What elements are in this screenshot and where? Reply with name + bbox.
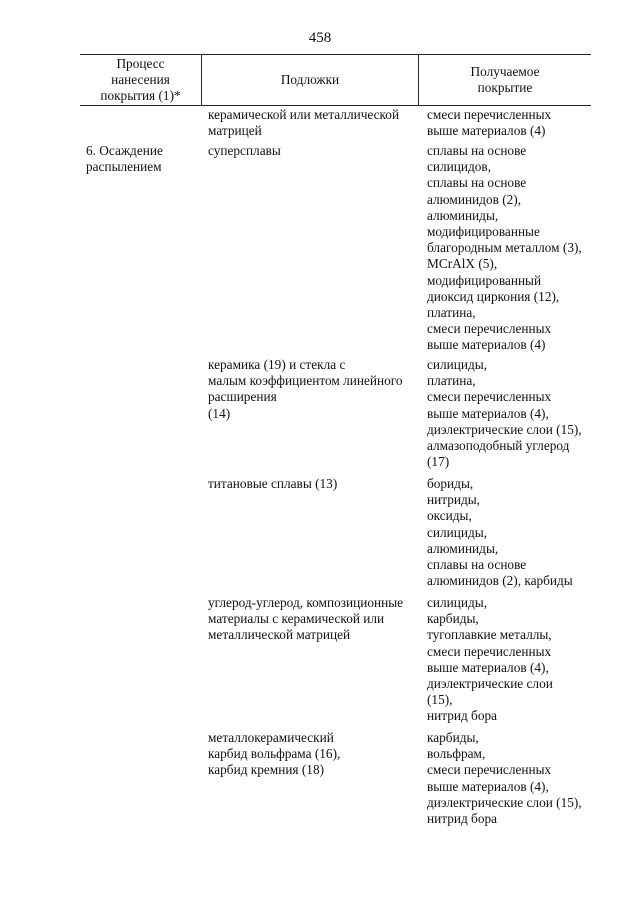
table-header [80, 54, 591, 106]
continuation-coating: смеси перечисленных выше материалов (4) [427, 107, 552, 139]
row-coating: бориды, нитриды, оксиды, силициды, алюминиды, сплавы на основе алюминидов (2), карбиды [427, 476, 573, 589]
continuation-substrate: керамической или металлической матрицей [208, 107, 400, 139]
row-substrate: металлокерамический карбид вольфрама (16), карбид кремния (18) [208, 730, 341, 778]
row-substrate: суперсплавы [208, 143, 281, 158]
process-name: 6. Осаждение распылением [86, 143, 163, 175]
row-substrate: углерод-углерод, композиционные материалы с керамической или металлической матрицей [208, 595, 404, 643]
row-coating: карбиды, вольфрам, смеси перечисленных выше материалов (4), диэлектрические слои (15), нитрид бора [427, 730, 582, 827]
row-coating: силициды, платина, смеси перечисленных выше материалов (4), диэлектрические слои (15), алмазоподобный углерод (17) [427, 357, 582, 470]
row-substrate: керамика (19) и стекла с малым коэффициентом линейного расширения (14) [208, 357, 403, 421]
row-substrate: титановые сплавы (13) [208, 476, 338, 491]
header-process: Процесс нанесения покрытия (1)* [100, 55, 181, 104]
header-coating: Получаемое покрытие [470, 63, 540, 95]
page-number: 458 [308, 30, 332, 46]
row-coating: сплавы на основе силицидов, сплавы на основе алюминидов (2), алюминиды, модифицированные благородным металлом (3), MCrAlX (5), модифицированный диоксид циркония (12), платина, смеси перечисленных выше материалов (4) [427, 143, 582, 353]
header-substrates: Подложки [280, 71, 340, 87]
row-coating: силициды, карбиды, тугоплавкие металлы, смеси перечисленных выше материалов (4), диэлектрические слои (15), нитрид бора [427, 595, 553, 724]
